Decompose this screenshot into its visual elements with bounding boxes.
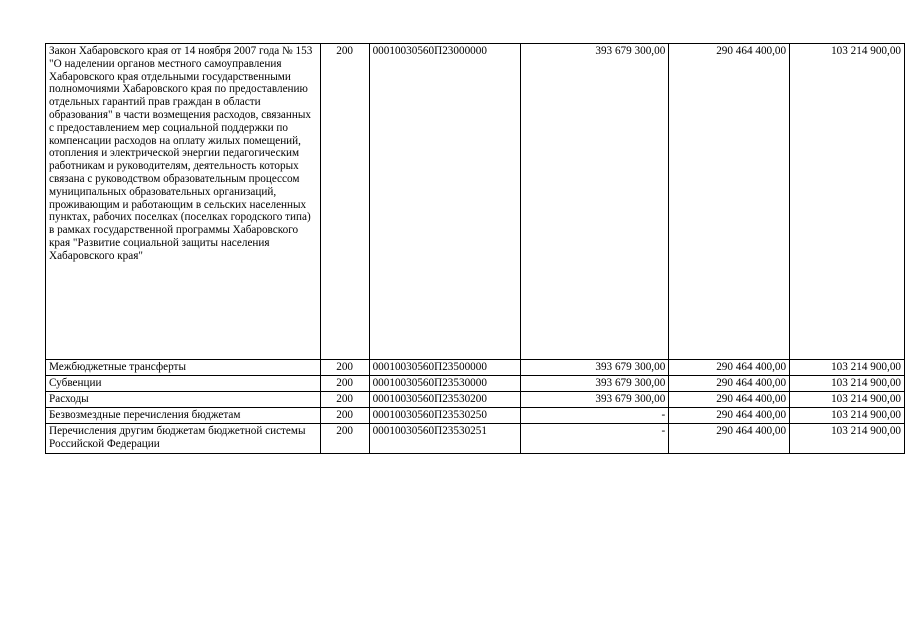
row-sum: 393 679 300,00 [520, 360, 669, 376]
row-name: Закон Хабаровского края от 14 ноября 2007 года № 153 "О наделении органов местного самоуправления Хабаровского края отдельными государственными полномочиями Хабаровского края по предоставлению отдельных гарантий прав граждан в области образования" в части возмещения расходов, связанных с предоставлением мер социальной поддержки по компенсации расходов на оплату жилых помещений, отопления и электрической энергии педагогическим работникам и руководителям, деятельность которых связана с руководством образовательным процессом муниципальных образовательных организаций, проживающим и работающим в сельских населенных пунктах, рабочих поселках (поселках городского типа) в рамках государственной программы Хабаровского края "Развитие социальной защиты населения Хабаровского края" [46, 44, 321, 360]
row-sum: - [520, 408, 669, 424]
row-remainder: 103 214 900,00 [790, 360, 905, 376]
row-remainder: 103 214 900,00 [790, 44, 905, 360]
row-budget-code: 00010030560П23530251 [369, 424, 520, 454]
table-row [46, 360, 905, 376]
row-name: Безвозмездные перечисления бюджетам [46, 408, 321, 424]
row-remainder: 103 214 900,00 [790, 376, 905, 392]
row-admin-code: 200 [320, 424, 369, 454]
table-row [46, 424, 905, 454]
row-budget-code: 00010030560П23530250 [369, 408, 520, 424]
row-name: Субвенции [46, 376, 321, 392]
row-admin-code: 200 [320, 44, 369, 360]
row-admin-code: 200 [320, 392, 369, 408]
row-executed: 290 464 400,00 [669, 392, 790, 408]
row-name: Перечисления другим бюджетам бюджетной системы Российской Федерации [46, 424, 321, 454]
row-sum: 393 679 300,00 [520, 44, 669, 360]
row-executed: 290 464 400,00 [669, 408, 790, 424]
table-row [46, 376, 905, 392]
row-remainder: 103 214 900,00 [790, 408, 905, 424]
table-row [46, 392, 905, 408]
row-budget-code: 00010030560П23500000 [369, 360, 520, 376]
row-executed: 290 464 400,00 [669, 360, 790, 376]
row-executed: 290 464 400,00 [669, 44, 790, 360]
row-executed: 290 464 400,00 [669, 376, 790, 392]
row-budget-code: 00010030560П23530000 [369, 376, 520, 392]
row-admin-code: 200 [320, 360, 369, 376]
budget-table [45, 43, 905, 454]
table-row [46, 408, 905, 424]
row-budget-code: 00010030560П23000000 [369, 44, 520, 360]
row-remainder: 103 214 900,00 [790, 424, 905, 454]
row-sum: 393 679 300,00 [520, 376, 669, 392]
row-remainder: 103 214 900,00 [790, 392, 905, 408]
row-sum: - [520, 424, 669, 454]
row-admin-code: 200 [320, 408, 369, 424]
row-budget-code: 00010030560П23530200 [369, 392, 520, 408]
row-executed: 290 464 400,00 [669, 424, 790, 454]
table-row [46, 44, 905, 360]
row-name: Расходы [46, 392, 321, 408]
row-admin-code: 200 [320, 376, 369, 392]
row-sum: 393 679 300,00 [520, 392, 669, 408]
row-name: Межбюджетные трансферты [46, 360, 321, 376]
